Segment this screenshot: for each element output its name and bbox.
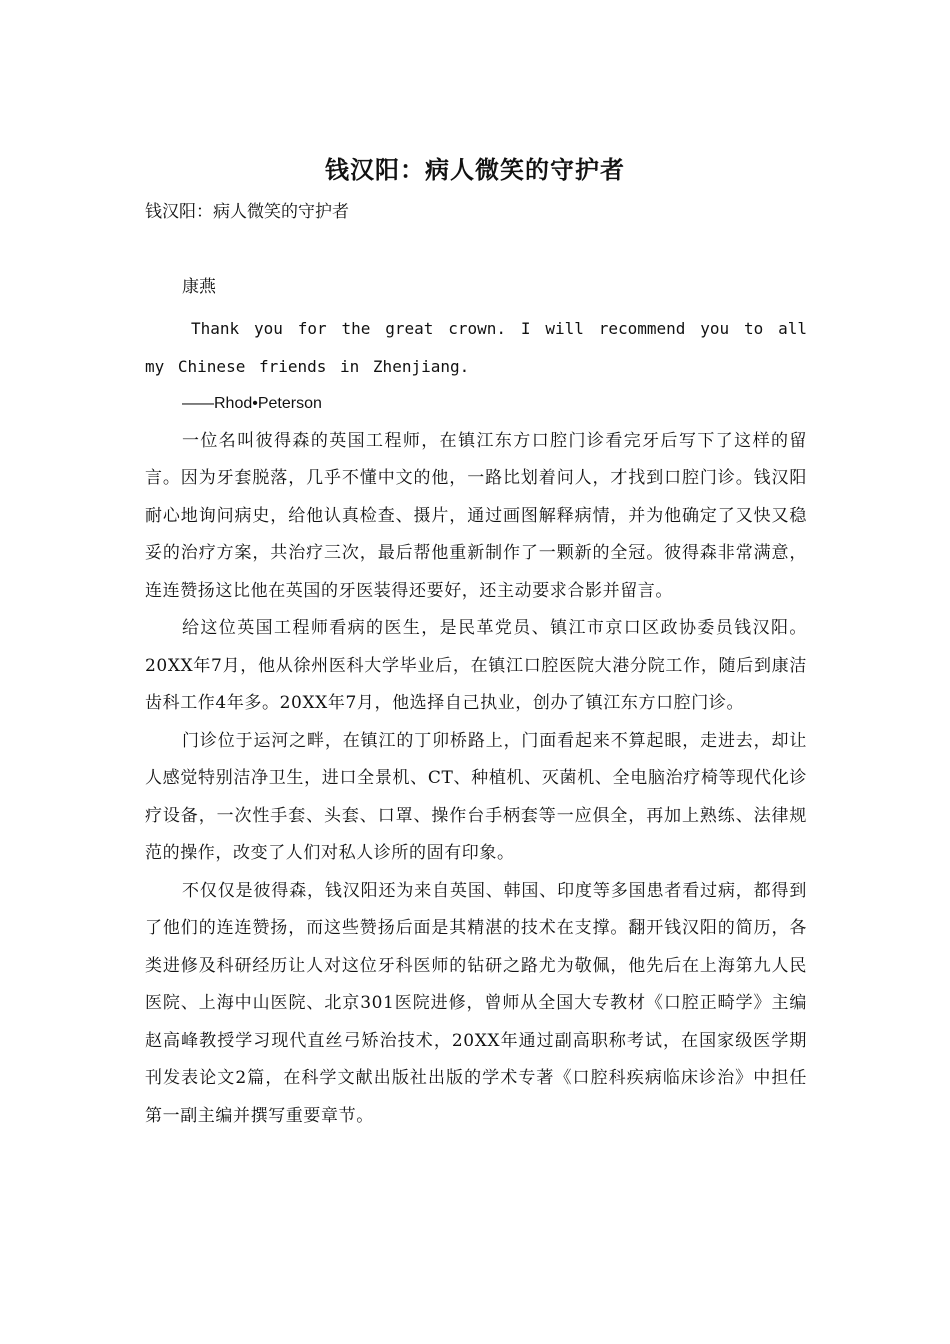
paragraph-3: 门诊位于运河之畔，在镇江的丁卯桥路上，门面看起来不算起眼，走进去，却让人感觉特别洁净卫生，进口全景机、CT、种植机、灭菌机、全电脑治疗椅等现代化诊疗设备，一次性手套、头套、口罩、操作台手柄套等一应俱全，再加上熟练、法律规范的操作，改变了人们对私人诊所的固有印象。 bbox=[145, 730, 807, 863]
quote-signature: ——Rhod•Peterson bbox=[182, 395, 322, 412]
author-name: 康燕 bbox=[182, 277, 216, 297]
paragraph-1: 一位名叫彼得森的英国工程师，在镇江东方口腔门诊看完牙后写下了这样的留言。因为牙套脱落，几乎不懂中文的他，一路比划着问人，才找到口腔门诊。钱汉阳耐心地询问病史，给他认真检查、摄片，通过画图解释病情，并为他确定了又快又稳妥的治疗方案，共治疗三次，最后帮他重新制作了一颗新的全冠。彼得森非常满意，连连赞扬这比他在英国的牙医装得还要好，还主动要求合影并留言。 bbox=[145, 430, 807, 601]
document-subtitle: 钱汉阳：病人微笑的守护者 bbox=[145, 202, 349, 222]
english-quote: Thank you for the great crown. I will recommend you to all my Chinese friends in Zhenjiang. bbox=[145, 319, 807, 376]
paragraph-2: 给这位英国工程师看病的医生，是民革党员、镇江市京口区政协委员钱汉阳。20XX年7月，他从徐州医科大学毕业后，在镇江口腔医院大港分院工作，随后到康洁齿科工作4年多。20XX年7月，他选择自己执业，创办了镇江东方口腔门诊。 bbox=[145, 618, 807, 713]
paragraph-4: 不仅仅是彼得森，钱汉阳还为来自英国、韩国、印度等多国患者看过病，都得到了他们的连连赞扬，而这些赞扬后面是其精湛的技术在支撑。翻开钱汉阳的简历，各类进修及科研经历让人对这位牙科医师的钻研之路尤为敬佩，他先后在上海第九人民医院、上海中山医院、北京301医院进修，曾师从全国大专教材《口腔正畸学》主编赵高峰教授学习现代直丝弓矫治技术，20XX年通过副高职称考试，在国家级医学期刊发表论文2篇，在科学文献出版社出版的学术专著《口腔科疾病临床诊治》中担任第一副主编并撰写重要章节。 bbox=[145, 880, 807, 1126]
article-body bbox=[145, 310, 807, 1135]
document-title: 钱汉阳：病人微笑的守护者 bbox=[325, 156, 625, 184]
